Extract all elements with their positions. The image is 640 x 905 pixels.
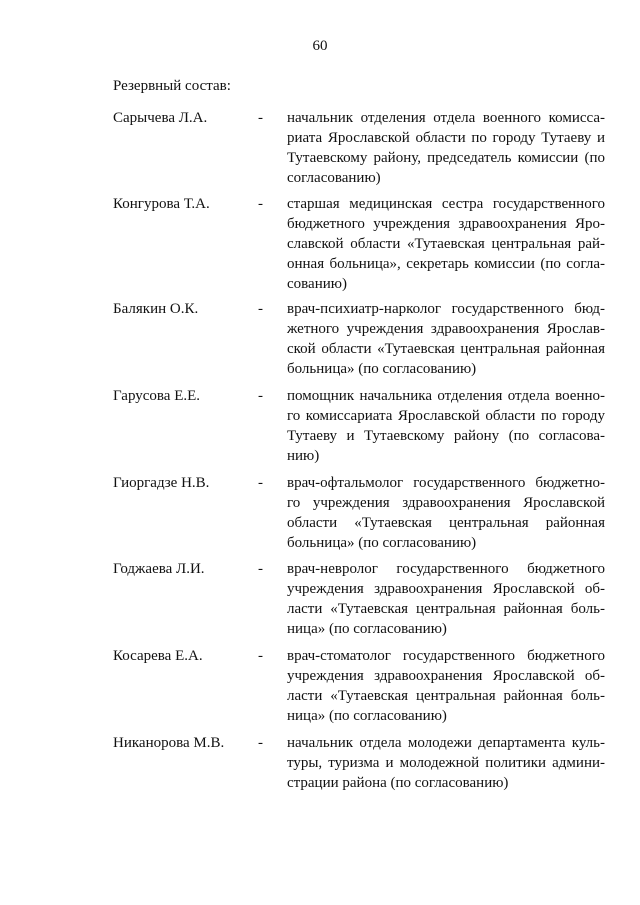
separator-dash: -	[258, 648, 263, 664]
member-description: начальник отдела молодежи департамента куль-туры, туризма и молодежной политики админи-страции района (по согласованию)	[287, 735, 605, 791]
member-description: врач-офтальмолог государственного бюджетно-го учреждения здравоохранения Ярославской области «Тутаевская центральная районная больница» (по согласованию)	[287, 475, 605, 551]
member-name: Годжаева Л.И.	[113, 561, 205, 577]
separator-dash: -	[258, 735, 263, 751]
member-name: Сарычева Л.А.	[113, 110, 208, 126]
member-name: Никанорова М.В.	[113, 735, 225, 751]
separator-dash: -	[258, 196, 263, 212]
member-name: Косарева Е.А.	[113, 648, 203, 664]
page-number: 60	[312, 38, 328, 54]
member-description: врач-невролог государственного бюджетного учреждения здравоохранения Ярославской об-ласти «Тутаевская центральная районная боль-ница» (по согласованию)	[287, 561, 605, 637]
member-name: Гарусова Е.Е.	[113, 388, 201, 404]
member-description: начальник отделения отдела военного комисса-риата Ярославской области по городу Тутаеву и Тутаевскому району, председатель комиссии (по согласованию)	[287, 110, 605, 186]
member-description: помощник начальника отделения отдела военно-го комиссариата Ярославской области по городу Тутаеву и Тутаевскому району (по согласова-нию)	[287, 388, 605, 464]
section-heading: Резервный состав:	[113, 78, 231, 94]
separator-dash: -	[258, 475, 263, 491]
separator-dash: -	[258, 301, 263, 317]
separator-dash: -	[258, 561, 263, 577]
member-name: Балякин О.К.	[113, 301, 199, 317]
member-name: Гиоргадзе Н.В.	[113, 475, 210, 491]
member-description: врач-стоматолог государственного бюджетного учреждения здравоохранения Ярославской об-ласти «Тутаевская центральная районная боль-ница» (по согласованию)	[287, 648, 605, 724]
member-description: старшая медицинская сестра государственного бюджетного учреждения здравоохранения Яро-славской области «Тутаевская центральная рай-онная больница», секретарь комиссии (по согла-сованию)	[287, 196, 605, 292]
separator-dash: -	[258, 110, 263, 126]
member-description: врач-психиатр-нарколог государственного бюд-жетного учреждения здравоохранения Ярослав-ской области «Тутаевская центральная районная больница» (по согласованию)	[287, 301, 605, 377]
separator-dash: -	[258, 388, 263, 404]
member-name: Конгурова Т.А.	[113, 196, 210, 212]
